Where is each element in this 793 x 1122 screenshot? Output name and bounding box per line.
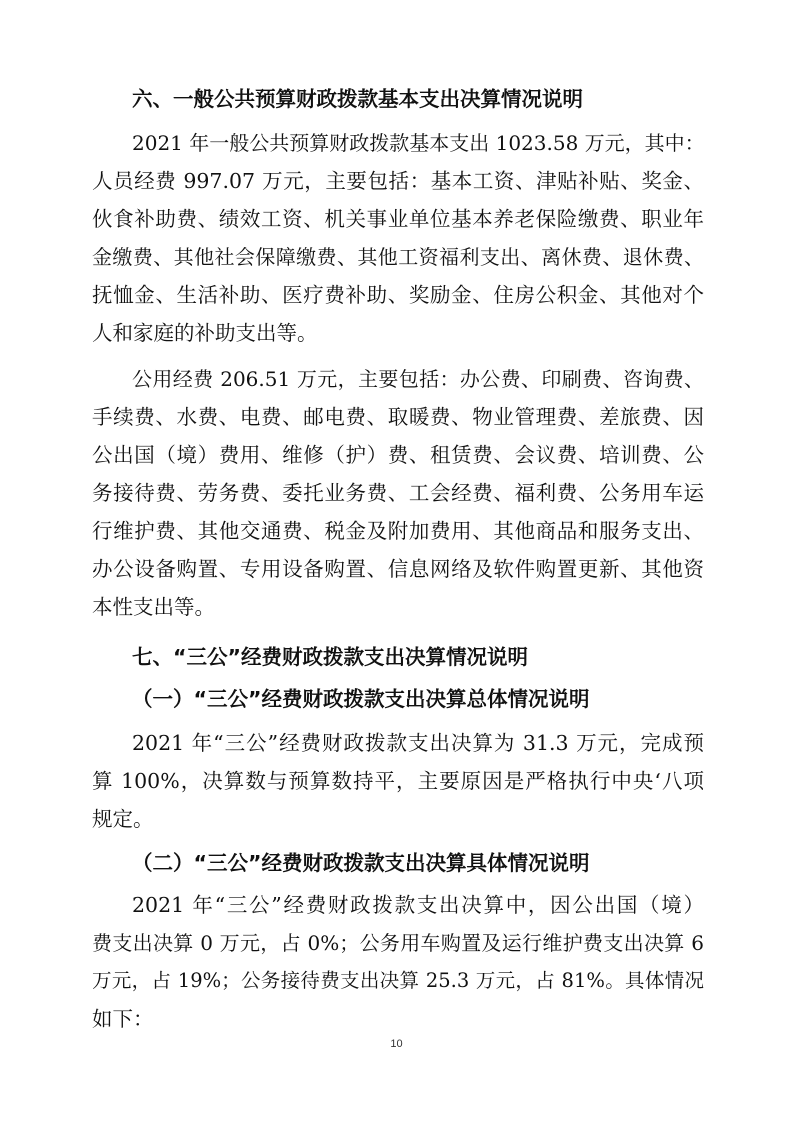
paragraph-line: 公出国（境）费用、维修（护）费、租赁费、会议费、培训费、公 — [92, 443, 704, 467]
paragraph-line: 2021 年“三公”经费财政拨款支出决算为 31.3 万元，完成预 — [132, 731, 704, 755]
paragraph-line: 人员经费 997.07 万元，主要包括：基本工资、津贴补贴、奖金、 — [92, 169, 704, 193]
paragraph-line: 行维护费、其他交通费、税金及附加费用、其他商品和服务支出、 — [92, 519, 704, 543]
paragraph-line: 人和家庭的补助支出等。 — [92, 321, 318, 345]
paragraph-line: 务接待费、劳务费、委托业务费、工会经费、福利费、公务用车运 — [92, 481, 704, 505]
paragraph-line: 金缴费、其他社会保障缴费、其他工资福利支出、离休费、退休费、 — [92, 245, 704, 269]
section-6-heading: 六、一般公共预算财政拨款基本支出决算情况说明 — [132, 87, 583, 111]
paragraph-line: 2021 年“三公”经费财政拨款支出决算中，因公出国（境） — [132, 893, 704, 917]
paragraph-line: 抚恤金、生活补助、医疗费补助、奖励金、住房公积金、其他对个 — [92, 283, 704, 307]
paragraph-line: 伙食补助费、绩效工资、机关事业单位基本养老保险缴费、职业年 — [92, 207, 704, 231]
paragraph-line: 手续费、水费、电费、邮电费、取暖费、物业管理费、差旅费、因 — [92, 405, 704, 429]
paragraph-line: 万元，占 19%；公务接待费支出决算 25.3 万元，占 81%。具体情况 — [92, 969, 704, 992]
paragraph-line: 本性支出等。 — [92, 595, 215, 619]
page-number: 10 — [390, 1038, 403, 1050]
paragraph-line: 2021 年一般公共预算财政拨款基本支出 1023.58 万元，其中： — [132, 131, 705, 155]
section-7-sub1-heading: （一）“三公”经费财政拨款支出决算总体情况说明 — [132, 687, 590, 711]
paragraph-line: 公用经费 206.51 万元，主要包括：办公费、印刷费、咨询费、 — [132, 367, 704, 391]
section-7-heading: 七、“三公”经费财政拨款支出决算情况说明 — [132, 645, 528, 669]
paragraph-line: 如下： — [92, 1007, 154, 1031]
paragraph-line: 规定。 — [92, 807, 154, 831]
paragraph-line: 办公设备购置、专用设备购置、信息网络及软件购置更新、其他资 — [92, 557, 704, 581]
paragraph-line: 算 100%，决算数与预算数持平，主要原因是严格执行中央‘八项 — [92, 769, 704, 793]
section-7-sub2-heading: （二）“三公”经费财政拨款支出决算具体情况说明 — [132, 851, 590, 875]
paragraph-line: 费支出决算 0 万元，占 0%；公务用车购置及运行维护费支出决算 6 — [92, 931, 704, 955]
